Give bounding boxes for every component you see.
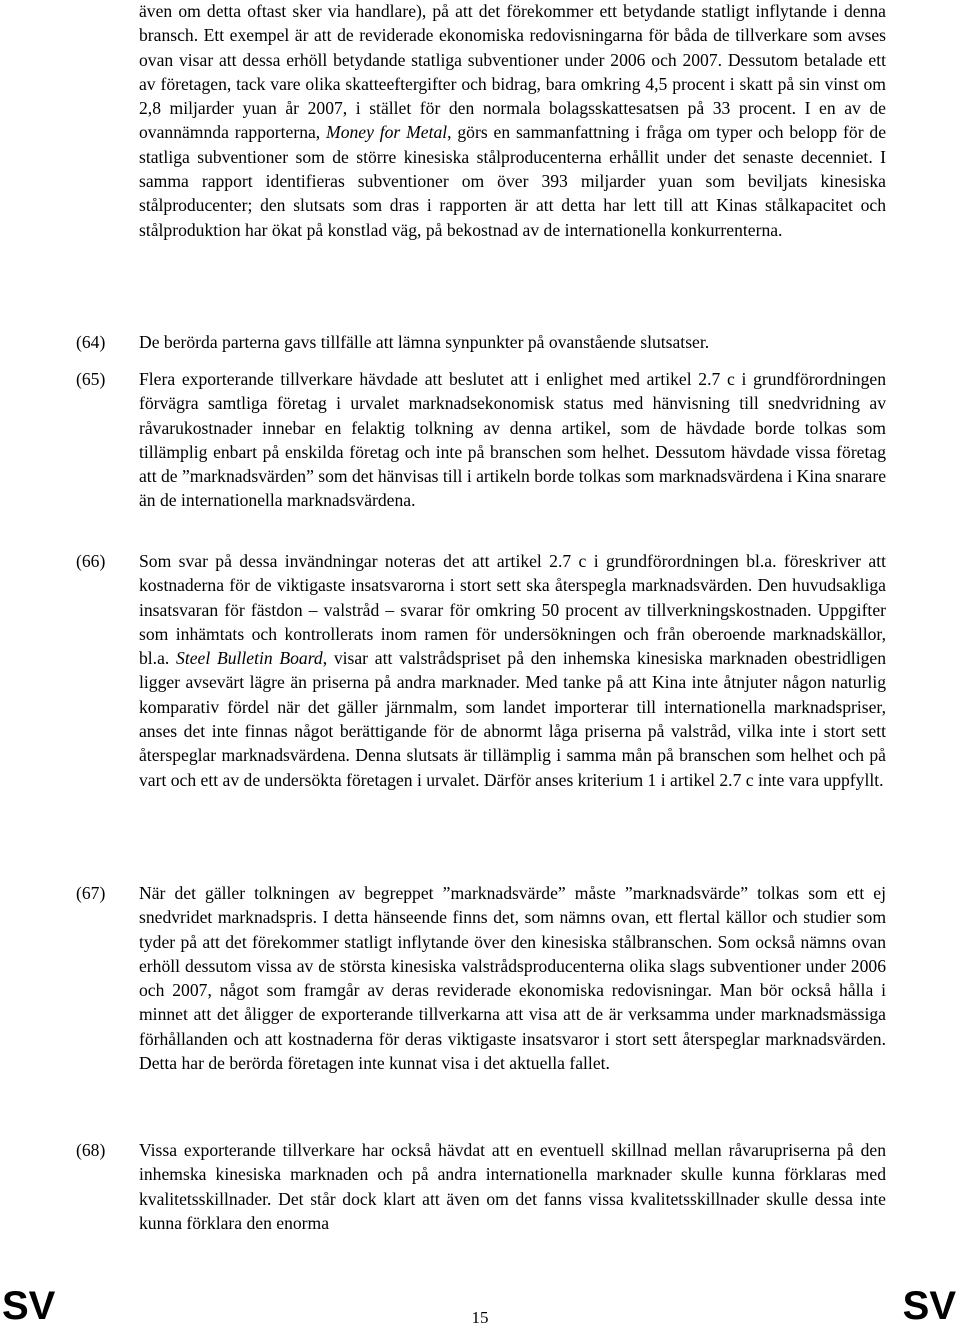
paragraph-number: (65) [76, 369, 106, 389]
paragraph-text [139, 1138, 886, 1235]
language-code-left: SV [2, 1284, 56, 1328]
paragraph-text [139, 0, 886, 242]
publication-title-italic: Steel Bulletin Board [176, 648, 323, 669]
paragraph-number: (64) [76, 332, 106, 352]
page-number: 15 [471, 1308, 489, 1327]
text-run: , visar att valstrådspriset på den inhemska kinesiska marknaden obestridligen ligger avsevärt lägre än priserna på andra marknader. Med tanke på att Kina inte åtnjuter någon naturlig komparativ fördel när det gäller järnmalm, som landet importerar till internationella marknadspriser, anses det inte finnas något berättigande för de abnormt låga priserna på valstråd, vilka inte i stort sett återspeglar marknadsvärdena. Denna slutsats är tillämplig i samma mån på branschen som helhet och på vart och ett av de undersökta företagen i urvalet. Därför anses kriterium 1 i artikel 2.7 c inte vara uppfyllt. [139, 648, 886, 790]
text-run: Flera exporterande tillverkare hävdade att beslutet att i enlighet med artikel 2.7 c i grundförordningen förvägra samtliga företag i urvalet marknadsekonomisk status med hänvisning till snedvridning av råvarukostnader innebar en felaktig tolkning av denna artikel, som de hävdade borde tolkas som tillämplig enbart på enskilda företag och inte på branschen som helhet. Dessutom hävdade vissa företag att de ”marknadsvärden” som det hänvisas till i artikeln borde tolkas som marknadsvärdena i Kina snarare än de internationella marknadsvärdena. [139, 369, 887, 511]
language-code-right: SV [902, 1284, 956, 1328]
paragraph-number: (66) [76, 551, 106, 571]
paragraph-text [139, 330, 886, 354]
paragraph-text [139, 881, 886, 1075]
paragraph-text [139, 367, 886, 513]
paragraph-number: (67) [76, 883, 106, 903]
text-run: även om detta oftast sker via handlare), på att det förekommer ett betydande statligt inflytande i denna bransch. Ett exempel är att de reviderade ekonomiska redovisningarna för båda de tillverkare som avses ovan visar att dessa erhöll betydande statliga subventioner under 2006 och 2007. Dessutom betalade ett av företagen, tack vare olika skatteeftergifter och bidrag, bara omkring 4,5 procent i skatt på sin vinst om 2,8 miljarder yuan år 2007, i stället för den normala bolagsskattesatsen på 33 procent. I en av de ovannämnda rapporterna, [139, 1, 886, 143]
paragraph-number: (68) [76, 1140, 106, 1160]
text-run: När det gäller tolkningen av begreppet ”marknadsvärde” måste ”marknadsvärde” tolkas som ett ej snedvridet marknadspris. I detta hänseende finns det, som nämns ovan, ett flertal källor och studier som tyder på att det förekommer statligt inflytande över den kinesiska stålbranschen. Som också nämns ovan erhöll dessutom vissa av de största kinesiska valstrådsproducenterna olika slags subventioner under 2006 och 2007, något som framgår av deras reviderade ekonomiska redovisningar. Man bör också hålla i minnet att det åligger de exporterande tillverkarna att visa att de är verksamma under marknadsmässiga förhållanden och att kostnaderna för deras viktigaste insatsvaror i stort sett återspeglar marknadsvärden. Detta har de berörda företagen inte kunnat visa i det aktuella fallet. [139, 883, 886, 1074]
text-run: Vissa exporterande tillverkare har också hävdat att en eventuell skillnad mellan råvarupriserna på den inhemska kinesiska marknaden och på andra internationella marknader skulle kunna förklaras med kvalitetsskillnader. Det står dock klart att även om det fanns vissa kvalitetsskillnader skulle dessa inte kunna förklara den enorma [139, 1140, 886, 1233]
text-run: , görs en sammanfattning i fråga om typer och belopp för de statliga subventioner som de större kinesiska stålproducenterna erhållit under det senaste decenniet. I samma rapport identifieras subventioner om över 393 miljarder yuan som beviljats kinesiska stålproducenter; den slutsats som dras i rapporten är att detta har lett till att Kinas stålkapacitet och stålproduktion har ökat på konstlad väg, på bekostnad av de internationella konkurrenterna. [139, 122, 887, 240]
report-title-italic: Money for Metal [326, 122, 448, 143]
text-run: De berörda parterna gavs tillfälle att lämna synpunkter på ovanstående slutsatser. [139, 332, 710, 352]
paragraph-text [139, 549, 886, 792]
text-run: Som svar på dessa invändningar noteras det att artikel 2.7 c i grundförordningen bl.a. föreskriver att kostnaderna för de viktigaste insatsvarorna i stort sett ska återspegla marknadsvärden. Den huvudsakliga insatsvaran för fästdon – valstråd – svarar för omkring 50 procent av tillverkningskostnaden. Uppgifter som inhämtats och kontrollerats inom ramen för undersökningen och från oberoende marknadskällor, bl.a. [139, 551, 886, 669]
